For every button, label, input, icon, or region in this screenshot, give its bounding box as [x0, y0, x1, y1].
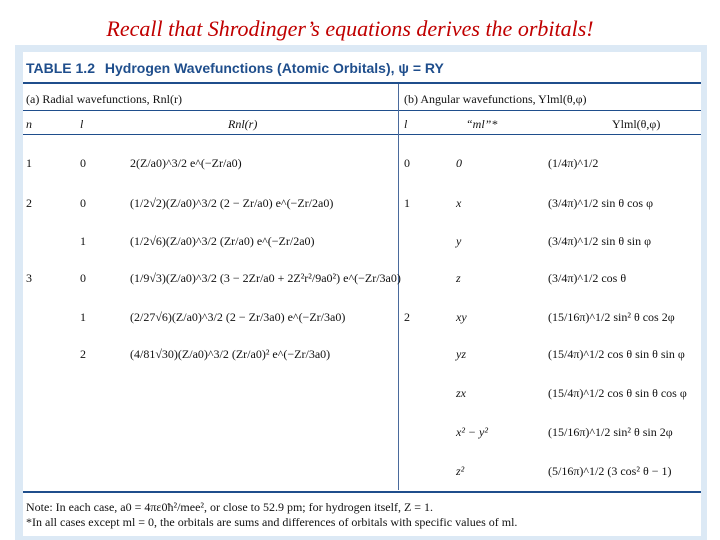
- footnote-note: Note: In each case, a0 = 4πε0ħ²/mee², or close to 52.9 pm; for hydrogen itself, Z = 1.: [26, 500, 434, 514]
- table-caption-text: Hydrogen Wavefunctions (Atomic Orbitals), ψ = RY: [104, 60, 444, 76]
- radial-section-title: (a) Radial wavefunctions, Rnl(r): [26, 92, 182, 106]
- radial-row-4-l: 0: [80, 271, 86, 285]
- angular-row-6-formula: (15/4π)^1/2 cos θ sin θ sin φ: [548, 347, 685, 361]
- angular-row-7-formula: (15/4π)^1/2 cos θ sin θ cos φ: [548, 386, 687, 400]
- angular-row-9-ml: z²: [456, 464, 465, 478]
- angular-row-1-formula: (1/4π)^1/2: [548, 156, 599, 170]
- header-rule: [23, 134, 701, 135]
- radial-row-2-l: 0: [80, 196, 86, 210]
- radial-row-1-n: 1: [26, 156, 32, 170]
- angular-row-7-ml: zx: [456, 386, 466, 400]
- angular-row-2-l: 1: [404, 196, 410, 210]
- radial-row-5-l: 1: [80, 310, 86, 324]
- radial-row-6-formula: (4/81√30)(Z/a0)^3/2 (Zr/a0)² e^(−Zr/3a0): [130, 347, 331, 361]
- angular-col-Y: Ylml(θ,φ): [612, 117, 661, 131]
- radial-row-2-formula: (1/2√2)(Z/a0)^3/2 (2 − Zr/a0) e^(−Zr/2a0): [130, 196, 334, 210]
- radial-row-1-formula: 2(Z/a0)^3/2 e^(−Zr/a0): [130, 156, 242, 170]
- radial-row-4-n: 3: [26, 271, 32, 285]
- radial-col-R: Rnl(r): [228, 117, 258, 131]
- table-caption: [26, 60, 444, 76]
- radial-row-3-formula: (1/2√6)(Z/a0)^3/2 (Zr/a0) e^(−Zr/2a0): [130, 234, 315, 248]
- section-rule: [23, 110, 701, 111]
- angular-row-5-l: 2: [404, 310, 410, 324]
- radial-col-n: n: [26, 117, 32, 131]
- angular-row-3-ml: y: [456, 234, 462, 248]
- footnote-asterisk: *In all cases except ml = 0, the orbitals are sums and differences of orbitals with specific values of ml.: [26, 515, 518, 529]
- slide-title: Recall that Shrodinger’s equations derives the orbitals!: [106, 16, 594, 41]
- angular-row-2-formula: (3/4π)^1/2 sin θ cos φ: [548, 196, 654, 210]
- bottom-rule: [23, 491, 701, 493]
- angular-row-2-ml: x: [456, 196, 462, 210]
- angular-section-title: (b) Angular wavefunctions, Ylml(θ,φ): [404, 92, 587, 106]
- radial-row-6-l: 2: [80, 347, 86, 361]
- radial-row-5-formula: (2/27√6)(Z/a0)^3/2 (2 − Zr/3a0) e^(−Zr/3a0): [130, 310, 346, 324]
- angular-row-3-formula: (3/4π)^1/2 sin θ sin φ: [548, 234, 652, 248]
- top-rule: [23, 82, 701, 84]
- angular-row-1-l: 0: [404, 156, 410, 170]
- column-divider: [398, 84, 399, 490]
- radial-col-l: l: [80, 117, 84, 131]
- angular-row-1-ml: 0: [456, 156, 462, 170]
- angular-row-8-formula: (15/16π)^1/2 sin² θ sin 2φ: [548, 425, 673, 439]
- angular-col-l: l: [404, 117, 408, 131]
- table-caption-label: TABLE 1.2: [26, 60, 95, 76]
- angular-row-9-formula: (5/16π)^1/2 (3 cos² θ − 1): [548, 464, 672, 478]
- angular-row-5-ml: xy: [456, 310, 467, 324]
- angular-row-8-ml: x² − y²: [456, 425, 488, 439]
- radial-row-2-n: 2: [26, 196, 32, 210]
- radial-row-4-formula: (1/9√3)(Z/a0)^3/2 (3 − 2Zr/a0 + 2Z²r²/9a0²) e^(−Zr/3a0): [130, 271, 401, 285]
- angular-row-5-formula: (15/16π)^1/2 sin² θ cos 2φ: [548, 310, 675, 324]
- angular-row-4-formula: (3/4π)^1/2 cos θ: [548, 271, 627, 285]
- angular-row-4-ml: z: [456, 271, 461, 285]
- angular-col-ml: “ml”*: [466, 117, 498, 131]
- radial-row-1-l: 0: [80, 156, 86, 170]
- angular-row-6-ml: yz: [456, 347, 466, 361]
- radial-row-3-l: 1: [80, 234, 86, 248]
